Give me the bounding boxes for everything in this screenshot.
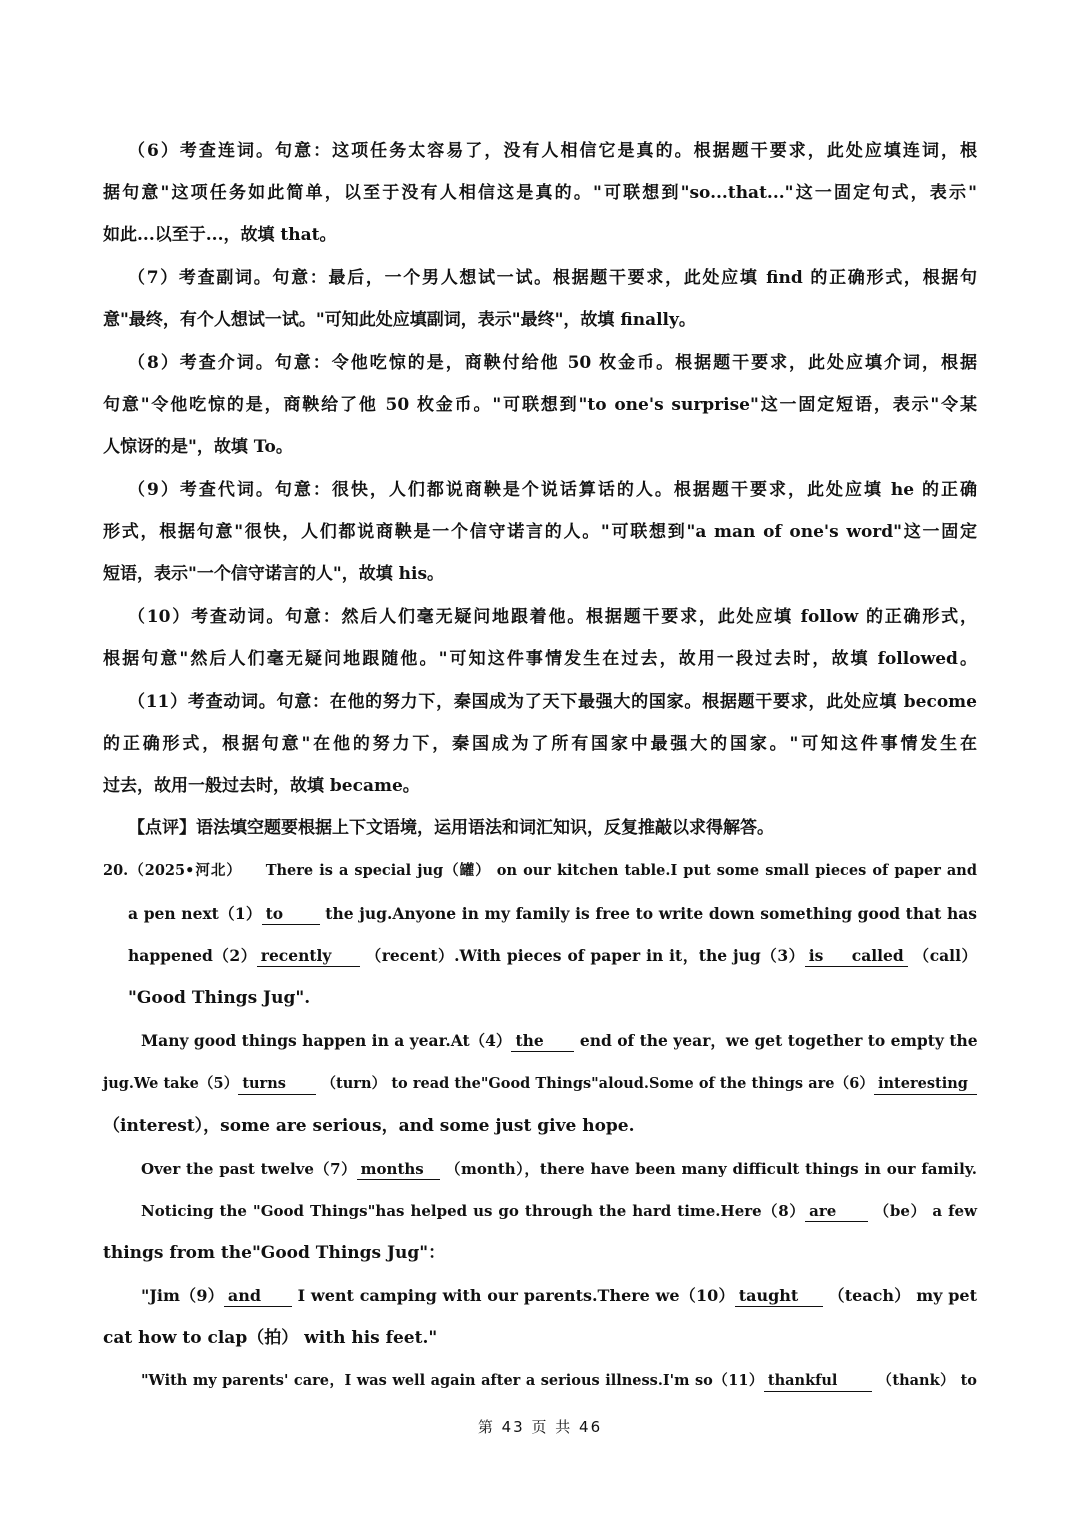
answer-blank: are xyxy=(805,1201,868,1222)
comment-line: 【点评】语法填空题要根据上下文语境，运用语法和词汇知识，反复推敲以求得解答。 xyxy=(128,818,774,838)
text-line: "Good Things Jug". xyxy=(128,988,311,1008)
text-line: a pen next（1） to the jug.Anyone in my family is free to write down something good that has xyxy=(128,904,977,923)
text-line: "With my parents' care，I was well again after a serious illness.I'm so（11） thankful （thank） to xyxy=(141,1360,977,1402)
text-line: （7）考查副词。句意：最后，一个男人想试一试。根据题干要求，此处应填 find 的正确形式，根据句 xyxy=(128,268,977,288)
text-line: Many good things happen in a year.At（4） the end of the year，we get together to empty the xyxy=(141,1031,978,1050)
text-line: （9）考查代词。句意：很快，人们都说商鞅是个说话算话的人。根据题干要求，此处应填 he 的正确 xyxy=(128,480,977,500)
answer-blank: turns xyxy=(238,1074,316,1095)
answer-blank: the xyxy=(511,1031,574,1052)
text-line: 形式，根据句意"很快，人们都说商鞅是一个信守诺言的人。"可联想到"a man of one's word"这一固定 xyxy=(103,522,977,542)
text-line: （11）考查动词。句意：在他的努力下，秦国成为了天下最强大的国家。根据题干要求，此处应填 become xyxy=(128,692,977,712)
text-line: 根据句意"然后人们毫无疑问地跟随他。"可知这件事情发生在过去，故用一段过去时，故填 followed。 xyxy=(103,649,977,669)
text-line: （8）考查介词。句意：令他吃惊的是，商鞅付给他 50 枚金币。根据题干要求，此处应填介词，根据 xyxy=(128,353,977,373)
text-line: （6）考查连词。句意：这项任务太容易了，没有人相信它是真的。根据题干要求，此处应填连词，根 xyxy=(128,141,977,161)
text-line: happened（2） recently （recent）.With pieces of paper in it，the jug（3） is called （call） xyxy=(128,946,978,965)
text-line: 的正确形式，根据句意"在他的努力下，秦国成为了所有国家中最强大的国家。"可知这件事情发生在 xyxy=(103,734,977,754)
text-line: （interest），some are serious，and some just give hope. xyxy=(103,1116,635,1136)
answer-blank: months xyxy=(357,1159,440,1180)
text-line: （10）考查动词。句意：然后人们毫无疑问地跟着他。根据题干要求，此处应填 follow 的正确形式， xyxy=(128,607,977,627)
text-line: "Jim（9） and I went camping with our parents.There we（10） taught （teach） my pet xyxy=(141,1286,977,1305)
page-number-footer: 第 43 页 共 46 xyxy=(477,1418,603,1436)
text-line: things from the"Good Things Jug"： xyxy=(103,1243,446,1263)
answer-blank: to xyxy=(262,904,320,925)
text-line: 据句意"这项任务如此简单，以至于没有人相信这是真的。"可联想到"so...that..."这一固定句式，表示" xyxy=(103,183,977,203)
text-line: cat how to clap（拍） with his feet." xyxy=(103,1328,438,1348)
answer-blank: recently xyxy=(257,946,360,967)
text-line: 人惊讶的是"，故填 To。 xyxy=(103,437,293,457)
answer-blank: is called xyxy=(805,946,908,967)
text-line: 短语，表示"一个信守诺言的人"，故填 his。 xyxy=(103,564,445,584)
text-line: jug.We take（5） turns （turn） to read the"Good Things"aloud.Some of the things are（6） interesting xyxy=(103,1063,977,1105)
text-line: 过去，故用一般过去时，故填 became。 xyxy=(103,776,420,796)
question-heading: 20.（2025•河北） There is a special jug（罐） on our kitchen table.I put some small pieces of paper and xyxy=(103,862,977,879)
answer-blank: and xyxy=(224,1286,292,1307)
text-line: 句意"令他吃惊的是，商鞅给了他 50 枚金币。"可联想到"to one's surprise"这一固定短语，表示"令某 xyxy=(103,395,977,415)
text-line: 意"最终，有个人想试一试。"可知此处应填副词，表示"最终"，故填 finally。 xyxy=(103,310,696,330)
text-line: Over the past twelve（7） months （month），there have been many difficult things in our family. xyxy=(141,1160,977,1178)
answer-blank: taught xyxy=(735,1286,823,1307)
answer-blank: thankful xyxy=(764,1371,872,1392)
text-line: Noticing the "Good Things"has helped us go through the hard time.Here（8） are （be） a few xyxy=(141,1202,978,1220)
answer-blank: interesting xyxy=(874,1074,977,1095)
text-line: 如此...以至于...，故填 that。 xyxy=(103,225,337,245)
